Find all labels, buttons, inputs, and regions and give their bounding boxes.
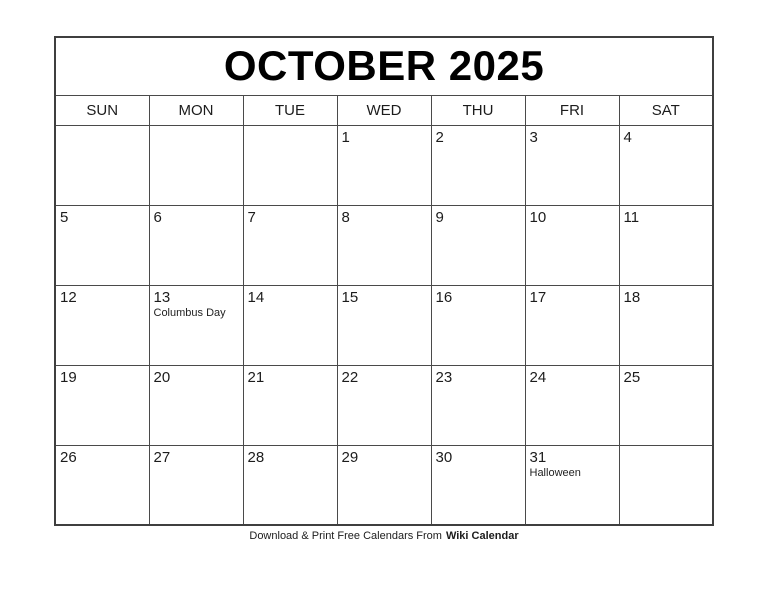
day-number: 14 [247,288,265,306]
day-number: 29 [341,448,359,466]
day-number: 8 [341,208,350,226]
day-number: 31 [529,448,547,466]
weekday-header-sun: SUN [55,95,149,125]
day-number: 21 [247,368,265,386]
day-number: 3 [529,128,538,146]
day-cell-24 [525,365,619,445]
day-cell-9 [431,205,525,285]
day-cell-13 [149,285,243,365]
day-number: 22 [341,368,359,386]
weekday-header-thu: THU [431,95,525,125]
day-number: 11 [623,208,640,226]
day-number: 18 [623,288,641,306]
day-number: 16 [435,288,453,306]
day-cell-12 [55,285,149,365]
day-cell-18 [619,285,713,365]
day-cell-19 [55,365,149,445]
day-cell-31 [525,445,619,525]
day-cell-26 [55,445,149,525]
day-cell-6 [149,205,243,285]
day-cell-29 [337,445,431,525]
weekday-header-mon: MON [149,95,243,125]
day-cell-16 [431,285,525,365]
day-cell-empty [55,125,149,205]
week-row [55,285,713,365]
day-cell-17 [525,285,619,365]
weekday-row [55,95,713,125]
page-title: OCTOBER 2025 [55,37,713,95]
week-row [55,445,713,525]
weekday-header-wed: WED [337,95,431,125]
day-cell-30 [431,445,525,525]
day-number: 25 [623,368,641,386]
week-row [55,125,713,205]
day-number: 23 [435,368,453,386]
day-number: 28 [247,448,265,466]
day-cell-2 [431,125,525,205]
day-cell-22 [337,365,431,445]
day-cell-1 [337,125,431,205]
day-number: 2 [435,128,444,146]
day-cell-21 [243,365,337,445]
day-number: 6 [153,208,162,226]
day-number: 20 [153,368,171,386]
weekday-header-tue: TUE [243,95,337,125]
day-cell-empty [149,125,243,205]
event-label: Halloween [529,466,581,479]
wiki-calendar-link[interactable]: Wiki Calendar [445,530,519,542]
weekday-header-fri: FRI [525,95,619,125]
week-row [55,205,713,285]
day-cell-20 [149,365,243,445]
day-number: 30 [435,448,453,466]
day-cell-empty [243,125,337,205]
day-number: 7 [247,208,256,226]
day-cell-7 [243,205,337,285]
day-cell-4 [619,125,713,205]
day-cell-28 [243,445,337,525]
day-cell-27 [149,445,243,525]
day-number: 19 [60,368,77,386]
day-number: 26 [60,448,77,466]
footer-text: Download & Print Free Calendars From [249,530,442,542]
day-cell-15 [337,285,431,365]
day-cell-25 [619,365,713,445]
day-number: 4 [623,128,632,146]
calendar-table [54,36,714,526]
day-cell-14 [243,285,337,365]
day-cell-3 [525,125,619,205]
week-row [55,365,713,445]
day-number: 12 [60,288,77,306]
title-row [55,37,713,95]
day-number: 27 [153,448,171,466]
day-cell-empty [619,445,713,525]
day-cell-11 [619,205,713,285]
day-number: 9 [435,208,444,226]
day-number: 1 [341,128,350,146]
weekday-header-sat: SAT [619,95,713,125]
day-cell-5 [55,205,149,285]
day-number: 13 [153,288,171,306]
day-number: 17 [529,288,547,306]
day-cell-10 [525,205,619,285]
day-number: 15 [341,288,359,306]
day-cell-23 [431,365,525,445]
day-cell-8 [337,205,431,285]
event-label: Columbus Day [153,306,226,319]
day-number: 5 [60,208,69,226]
day-number: 24 [529,368,547,386]
day-number: 10 [529,208,547,226]
footer [0,530,768,542]
